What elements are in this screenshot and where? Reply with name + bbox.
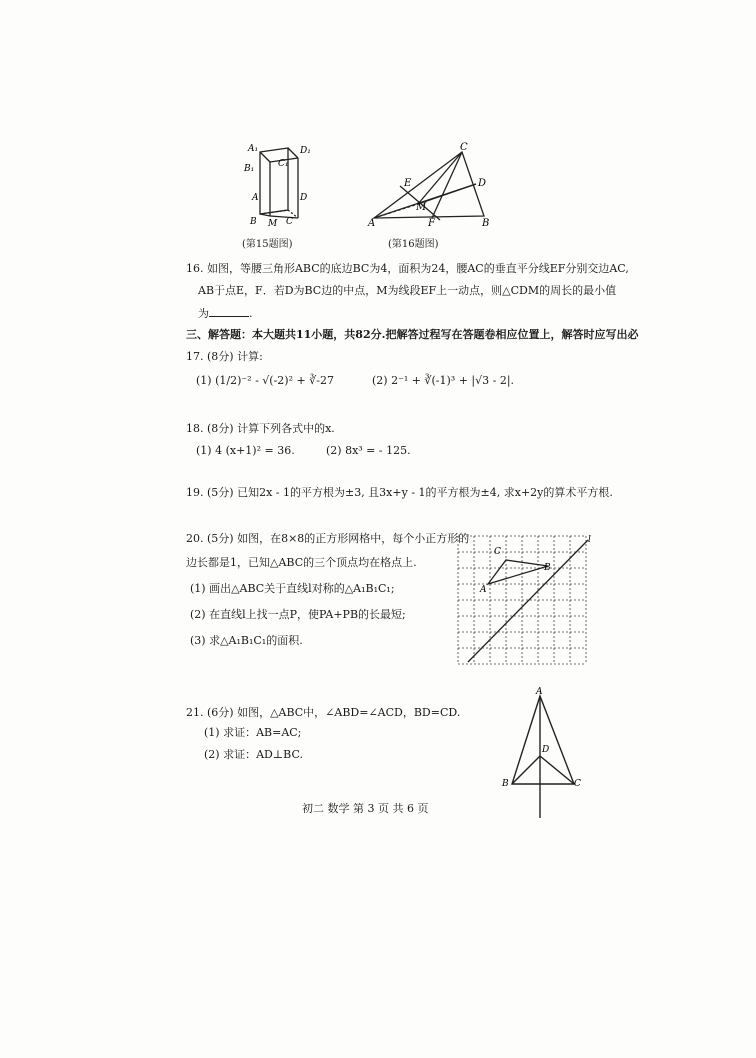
- q21-part-2: (2) 求证：AD⊥BC.: [204, 748, 303, 761]
- q16-line-3-suffix: .: [249, 307, 253, 320]
- fig21-label-B: B: [502, 779, 509, 789]
- q17-part-2: (2) 2⁻¹ + ∛(-1)³ + |√3 - 2|.: [372, 374, 515, 387]
- q16-line-2: AB于点E，F．若D为BC边的中点，M为线段EF上一动点，则△CDM的周长的最小值: [198, 284, 617, 297]
- fig20-label-A: A: [480, 585, 487, 595]
- q18-part-1: (1) 4 (x+1)² = 36.: [196, 444, 295, 457]
- q16-answer-blank: [209, 306, 249, 317]
- q16-line-3: [198, 306, 253, 321]
- fig16-label-E: E: [404, 178, 412, 189]
- figure-15-caption: (第15题图): [242, 239, 293, 250]
- q21-line-1: 21. (6分) 如图，△ABC中，∠ABD=∠ACD，BD=CD.: [186, 706, 461, 719]
- q16-line-3-prefix: 为: [198, 307, 209, 320]
- fig15-label-A1: A₁: [248, 144, 259, 154]
- fig20-label-C: C: [494, 547, 501, 557]
- fig15-label-B1: B₁: [244, 164, 255, 174]
- q18-title: 18. (8分) 计算下列各式中的x.: [186, 422, 335, 435]
- fig16-label-F: F: [428, 218, 435, 229]
- q20-part-2: (2) 在直线l上找一点P，使PA+PB的长最短;: [190, 608, 406, 621]
- fig15-label-D: D: [300, 193, 308, 203]
- q16-line-1: 16. 如图，等腰三角形ABC的底边BC为4，面积为24，腰AC的垂直平分线EF分别交边AC,: [186, 262, 629, 275]
- fig20-label-B: B: [544, 563, 551, 573]
- figure-16-caption: (第16题图): [388, 239, 439, 250]
- q17-part-1: (1) (1/2)⁻² - √(-2)² + ∛-27: [196, 374, 334, 387]
- fig20-label-l: l: [588, 535, 591, 545]
- q19-text: 19. (5分) 已知2x - 1的平方根为±3, 且3x+y - 1的平方根为±4, 求x+2y的算术平方根.: [186, 486, 613, 499]
- fig15-label-D1: D₁: [300, 146, 311, 156]
- section-3-heading: 三、解答题：本大题共11小题，共82分.把解答过程写在答题卷相应位置上，解答时应写出必: [186, 328, 639, 341]
- figure-20-grid: [452, 530, 602, 666]
- fig16-label-A: A: [368, 218, 376, 229]
- q18-part-2: (2) 8x³ = - 125.: [326, 444, 411, 457]
- fig16-label-M: M: [416, 202, 427, 213]
- fig16-label-B: B: [482, 218, 490, 229]
- q21-part-1: (1) 求证：AB=AC;: [204, 726, 302, 739]
- fig15-label-M: M: [268, 219, 278, 229]
- fig21-label-A: A: [536, 687, 543, 697]
- fig15-label-A: A: [252, 193, 259, 203]
- fig15-label-C: C: [286, 217, 293, 227]
- fig16-label-C: C: [460, 142, 468, 153]
- fig15-label-B: B: [250, 217, 257, 227]
- q20-part-1: (1) 画出△ABC关于直线l对称的△A₁B₁C₁;: [190, 582, 395, 595]
- figure-15-cuboid: [240, 138, 330, 230]
- q20-line-2: 边长都是1，已知△ABC的三个顶点均在格点上.: [186, 556, 417, 569]
- fig21-label-D: D: [542, 745, 550, 755]
- page-footer: 初二 数学 第 3 页 共 6 页: [302, 802, 429, 815]
- q20-part-3: (3) 求△A₁B₁C₁的面积.: [190, 634, 303, 647]
- q20-line-1: 20. (5分) 如图，在8×8的正方形网格中，每个小正方形的: [186, 532, 470, 545]
- fig16-label-D: D: [478, 178, 487, 189]
- fig21-label-C: C: [574, 779, 581, 789]
- q17-title: 17. (8分) 计算:: [186, 350, 263, 363]
- figure-21-triangle: [498, 684, 588, 820]
- figure-16-triangle: [360, 140, 500, 232]
- fig15-label-C1: C₁: [278, 159, 289, 169]
